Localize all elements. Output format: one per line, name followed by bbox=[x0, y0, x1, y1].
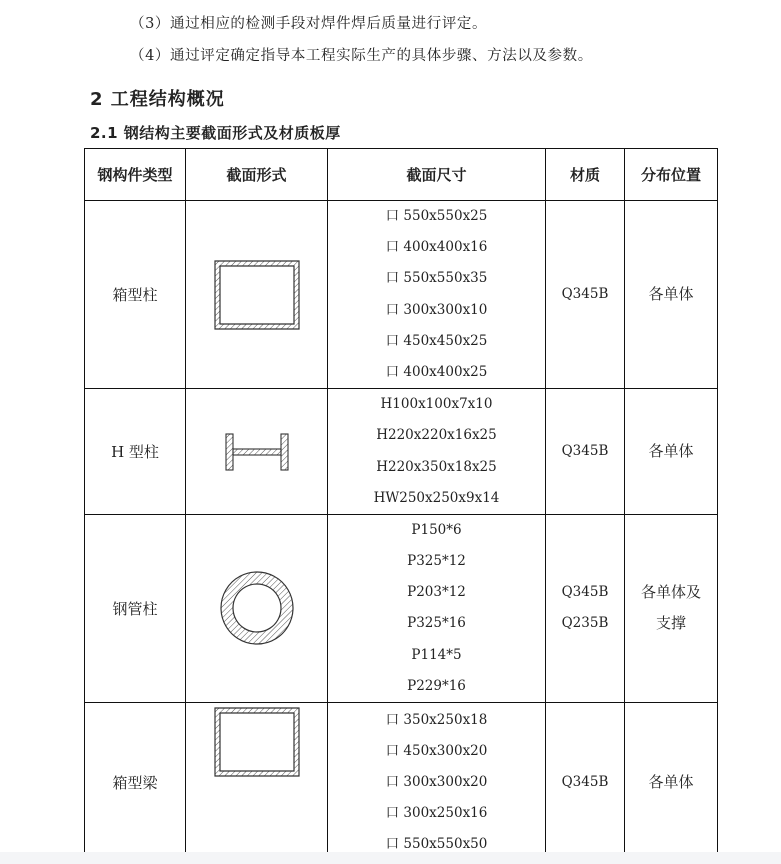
material-cell bbox=[546, 514, 625, 702]
size-item: 口 400x400x25 bbox=[385, 363, 488, 380]
size-item: 口 450x450x25 bbox=[385, 332, 488, 349]
member-type: H 型柱 bbox=[85, 389, 186, 515]
material-item: Q345B bbox=[561, 584, 609, 601]
size-item: 口 300x300x20 bbox=[385, 773, 488, 790]
section-size-cell bbox=[328, 201, 546, 389]
h-section-icon bbox=[225, 433, 289, 471]
size-item: P150*6 bbox=[411, 521, 462, 538]
header-location: 分布位置 bbox=[625, 149, 718, 201]
size-item: HW250x250x9x14 bbox=[373, 489, 500, 506]
size-item: P114*5 bbox=[411, 646, 462, 663]
size-item: H220x220x16x25 bbox=[376, 427, 497, 444]
table-row bbox=[85, 201, 718, 389]
member-type: 箱型梁 bbox=[85, 703, 186, 863]
location-item: 各单体 bbox=[648, 285, 694, 304]
material-item: Q345B bbox=[561, 774, 609, 790]
size-item: 口 400x400x16 bbox=[385, 239, 488, 256]
size-item: 口 550x550x25 bbox=[385, 208, 488, 224]
table-row bbox=[85, 514, 718, 702]
member-type: 钢管柱 bbox=[85, 514, 186, 702]
viewer-bottom-bar bbox=[0, 852, 781, 864]
paragraph-4: （4）通过评定确定指导本工程实际生产的具体步骤、方法以及参数。 bbox=[130, 48, 593, 64]
material-cell bbox=[546, 201, 625, 389]
paragraph-3: （3）通过相应的检测手段对焊件焊后质量进行评定。 bbox=[130, 16, 488, 32]
table-header-row bbox=[85, 149, 718, 201]
size-item: H100x100x7x10 bbox=[380, 396, 493, 413]
size-item: P325*12 bbox=[407, 553, 466, 570]
pipe-section-icon bbox=[219, 570, 295, 646]
section-size-cell bbox=[328, 389, 546, 515]
table-row bbox=[85, 703, 718, 863]
size-item: H220x350x18x25 bbox=[376, 458, 497, 475]
material-cell bbox=[546, 703, 625, 863]
location-cell bbox=[625, 389, 718, 515]
section-form-cell bbox=[186, 201, 328, 389]
section-size-cell bbox=[328, 703, 546, 863]
size-item: 口 550x550x50 bbox=[385, 836, 488, 853]
location-item: 支撑 bbox=[655, 614, 686, 633]
header-section-form: 截面形式 bbox=[186, 149, 328, 201]
material-item: Q345B bbox=[561, 286, 609, 303]
location-item: 各单体 bbox=[648, 773, 694, 791]
section-form-cell bbox=[186, 514, 328, 702]
header-member-type: 钢构件类型 bbox=[85, 149, 186, 201]
location-cell bbox=[625, 514, 718, 702]
size-item: 口 550x550x35 bbox=[385, 270, 488, 287]
box-section-icon bbox=[214, 260, 300, 330]
member-type: 箱型柱 bbox=[85, 201, 186, 389]
location-item: 各单体 bbox=[648, 442, 694, 460]
header-material: 材质 bbox=[546, 149, 625, 201]
material-item: Q235B bbox=[561, 615, 609, 632]
section-spec-table bbox=[84, 148, 718, 863]
size-item: P229*16 bbox=[407, 677, 466, 694]
size-item: P203*12 bbox=[407, 584, 466, 601]
material-cell bbox=[546, 389, 625, 515]
table-row bbox=[85, 389, 718, 515]
size-item: P325*16 bbox=[407, 615, 466, 632]
size-item: 口 300x300x10 bbox=[385, 301, 488, 318]
header-section-size: 截面尺寸 bbox=[328, 149, 546, 201]
box-section-icon bbox=[214, 707, 300, 777]
location-cell bbox=[625, 703, 718, 863]
location-cell bbox=[625, 201, 718, 389]
material-item: Q345B bbox=[561, 443, 609, 459]
section-size-cell bbox=[328, 514, 546, 702]
location-item: 各单体及 bbox=[640, 583, 701, 602]
subsection-heading: 2.1 钢结构主要截面形式及材质板厚 bbox=[90, 124, 341, 142]
size-item: 口 450x300x20 bbox=[385, 742, 488, 759]
section-form-cell bbox=[186, 389, 328, 515]
size-item: 口 300x250x16 bbox=[385, 805, 488, 822]
size-item: 口 350x250x18 bbox=[385, 711, 488, 728]
section-form-cell bbox=[186, 703, 328, 863]
section-heading: 2 工程结构概况 bbox=[90, 89, 225, 110]
